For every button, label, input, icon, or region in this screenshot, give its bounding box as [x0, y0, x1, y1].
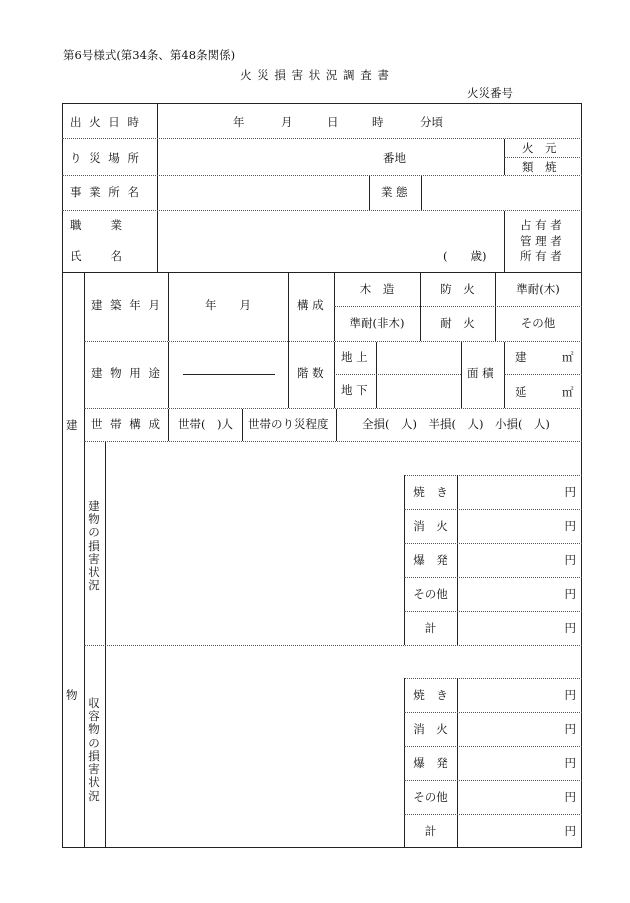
- household-label: 世 帯 構 成: [91, 417, 162, 431]
- building-use-line: [183, 374, 275, 375]
- cd-other-unit: 円: [564, 790, 576, 804]
- location-label: り 災 場 所: [70, 151, 141, 165]
- area-label: 面 積: [467, 366, 494, 380]
- cd-extinguish-label: 消 火: [413, 722, 448, 736]
- role-manager[interactable]: 管 理 者: [520, 234, 562, 248]
- floor-area-label: 延: [515, 385, 527, 399]
- fire-year: 年: [233, 115, 245, 129]
- fire-month: 月: [281, 115, 293, 129]
- occupation-label: 職 業: [70, 218, 124, 232]
- banchi-label: 番地: [383, 151, 406, 165]
- structure-semi-fire-resistant-wood[interactable]: 準耐(木): [516, 282, 560, 296]
- frame-top: [62, 103, 582, 104]
- bd-extinguish-label: 消 火: [413, 519, 448, 533]
- age-field: ( 歳): [443, 249, 487, 263]
- fire-hour: 時: [372, 115, 384, 129]
- structure-wood[interactable]: 木 造: [359, 282, 395, 296]
- fire-spread-option[interactable]: 類 焼: [522, 160, 557, 174]
- bd-burn-label: 焼 き: [413, 485, 448, 499]
- cd-burn-label: 焼 き: [413, 688, 448, 702]
- role-owner[interactable]: 所 有 者: [520, 249, 562, 263]
- bd-total-unit: 円: [564, 621, 576, 635]
- household-count: 世帯( )人: [178, 417, 233, 431]
- business-type-label: 業 態: [381, 185, 408, 199]
- bd-other-label: その他: [413, 587, 448, 601]
- cd-explosion-unit: 円: [564, 756, 576, 770]
- structure-other[interactable]: その他: [520, 316, 556, 330]
- cd-burn-unit: 円: [564, 688, 576, 702]
- frame-left: [62, 103, 63, 848]
- bd-extinguish-unit: 円: [564, 519, 576, 533]
- build-year-label: 建 築 年 月: [91, 298, 162, 312]
- bd-other-unit: 円: [564, 587, 576, 601]
- bd-burn-unit: 円: [564, 485, 576, 499]
- building-damage-label: 建物の損害状況: [88, 499, 100, 593]
- frame-bottom: [62, 847, 582, 848]
- building-area-unit: ㎡: [562, 350, 574, 364]
- building-area-label: 建: [515, 350, 527, 364]
- damage-degree-value: 全損( 人) 半損( 人) 小損( 人): [362, 417, 550, 431]
- business-name-label: 事 業 所 名: [70, 185, 141, 199]
- fire-number-label: 火災番号: [467, 86, 513, 100]
- fire-day: 日: [327, 115, 339, 129]
- cd-extinguish-unit: 円: [564, 722, 576, 736]
- bd-explosion-label: 爆 発: [413, 553, 448, 567]
- structure-semi-fire-resistant-nonwood[interactable]: 準耐(非木): [349, 316, 405, 330]
- building-use-label: 建 物 用 途: [91, 366, 162, 380]
- page-title: 火 災 損 害 状 況 調 査 書: [240, 68, 390, 82]
- bd-total-label: 計: [424, 621, 437, 635]
- role-occupant[interactable]: 占 有 者: [520, 218, 562, 232]
- form-number: 第6号様式(第34条、第48条関係): [63, 48, 236, 62]
- cd-total-label: 計: [424, 824, 437, 838]
- floors-label: 階 数: [297, 366, 324, 380]
- bd-explosion-unit: 円: [564, 553, 576, 567]
- floor-area-unit: ㎡: [562, 385, 574, 399]
- structure-label: 構 成: [297, 298, 324, 312]
- fire-datetime-label: 出 火 日 時: [70, 115, 141, 129]
- damage-degree-label: 世帯のり災程度: [248, 417, 329, 431]
- below-ground-label: 地 下: [341, 383, 368, 397]
- structure-fireproof[interactable]: 防 火: [440, 282, 475, 296]
- fire-minute: 分頃: [420, 115, 443, 129]
- fire-origin-option[interactable]: 火 元: [522, 141, 557, 155]
- person-name-label: 氏 名: [70, 249, 124, 263]
- cd-other-label: その他: [413, 790, 448, 804]
- contents-damage-label: 収容物の損害状況: [88, 696, 100, 803]
- build-year-value: 年 月: [205, 298, 251, 312]
- building-side-label-top: 建: [66, 418, 78, 432]
- above-ground-label: 地 上: [341, 350, 368, 364]
- building-side-label-bottom: 物: [66, 688, 78, 702]
- structure-fire-resistant[interactable]: 耐 火: [440, 316, 475, 330]
- cd-explosion-label: 爆 発: [413, 756, 448, 770]
- cd-total-unit: 円: [564, 824, 576, 838]
